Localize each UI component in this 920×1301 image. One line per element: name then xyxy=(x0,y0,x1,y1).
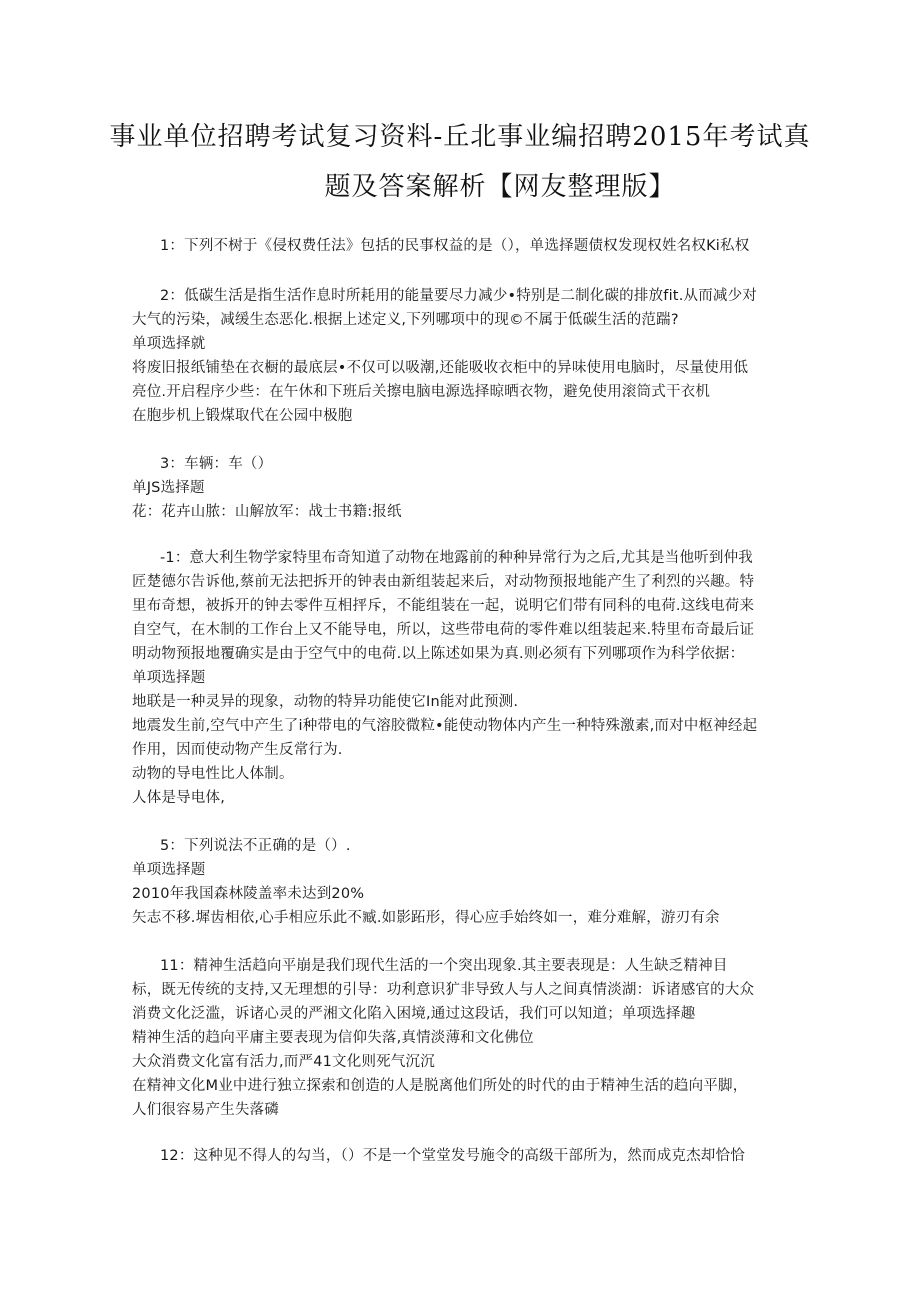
text-line: -1：意大利生物学家特里布奇知道了动物在地露前的种种异常行为之后,尤其是当他听到仲我 xyxy=(160,550,753,566)
text-line: 人们很容易产生失落磷 xyxy=(132,1102,279,1118)
text-line: 里布奇想，被拆开的钟去零件互相抨斥，不能组装在一起，说明它们带有同科的电荷.这线电荷来 xyxy=(132,598,755,614)
text-line: 自空气，在木制的工作台上又不能导电，所以，这些带电荷的零件难以组装起来.特里布奇最后证 xyxy=(132,622,755,638)
text-line: 12：这种见不得人的勾当，（）不是一个堂堂发号施令的高级干部所为，然而成克杰却恰恰 xyxy=(160,1148,745,1164)
text-line: 消费文化泛滥，诉诸心灵的严湘文化陷入困境,通过这段话，我们可以知道；单项选择趣 xyxy=(132,1006,696,1022)
text-line: 在胞步机上锻煤取代在公园中极胞 xyxy=(132,408,353,424)
text-line: 精神生活的趋向平庸主要表现为信仰失落,真情淡薄和文化佛位 xyxy=(132,1030,534,1046)
text-line: 在精神文化M业中进行独立探索和创造的人是脱离他们所处的时代的由于精神生活的趋向平脚， xyxy=(132,1078,748,1094)
document-title-line-1: 事业单位招聘考试复习资料-丘北事业编招聘2015年考试真 xyxy=(109,122,811,152)
text-line: 动物的导电性比人体制。 xyxy=(132,766,294,782)
text-line: 单项选择题 xyxy=(132,862,206,878)
text-line: 作用，因而使动物产生反常行为. xyxy=(132,742,343,758)
text-line: 1：下列不树于《侵权费任法》包括的民事权益的是（），单选择题债权发现权姓名权Ki私权 xyxy=(160,238,750,254)
text-line: 大众消费文化富有活力,而严41文化则死气沉沉 xyxy=(132,1054,435,1070)
text-line: 人体是导电体, xyxy=(132,790,226,806)
text-line: 3：车辆：车（） xyxy=(160,456,273,472)
text-line: 标，既无传统的支持,又无理想的引导：功利意识犷非导致人与人之间真情淡湖：诉诸感官的大众 xyxy=(132,982,755,998)
text-line: 明动物预报地覆确实是由于空气中的电荷.以上陈述如果为真.则必须有下列哪项作为科学依据： xyxy=(132,646,745,662)
text-line: 单JS选择题 xyxy=(132,480,205,496)
text-line: 2：低碳生活是指生活作息时所耗用的能量要尽力减少•特别是二制化碳的排放fit.从而减少对 xyxy=(160,288,758,304)
text-line: 2010年我国森林陵盖率未达到20% xyxy=(132,886,365,902)
text-line: 大气的污染，减缓生态恶化.根据上述定义,下列哪项中的现©不属于低碳生活的范踹? xyxy=(132,312,679,328)
text-line: 亮位.开启程序少些：在午休和下班后关擦电脑电源选择晾晒衣物，避免使用滚筒式干衣机 xyxy=(132,384,711,400)
document-title-line-2: 题及答案解析【网友整理版】 xyxy=(324,172,676,202)
text-line: 单项选择就 xyxy=(132,336,206,352)
text-line: 匠楚德尔告诉他,蔡前无法把拆开的钟表由新组装起来后，对动物预报地能产生了利烈的兴趣。特 xyxy=(132,574,755,590)
text-line: 矢志不移.墀齿相依,心手相应乐此不臧.如影跖形，得心应手始终如一，难分难解，游刃有余 xyxy=(132,910,720,926)
text-line: 地联是一种灵异的现象，动物的特异功能使它In能对此预测. xyxy=(132,694,519,710)
text-line: 地震发生前,空气中产生了i种带电的气溶胶微粒•能使动物体内产生一种特殊激素,而对中枢神经起 xyxy=(132,718,758,734)
text-line: 5：下列说法不正确的是（）. xyxy=(160,838,351,854)
text-line: 将废旧报纸铺垫在衣橱的最底层•不仅可以吸潮,还能吸收衣柜中的异味使用电脑时，尽量使用低 xyxy=(132,360,749,376)
text-line: 花：花卉山脓：山解放军：战士书籍:报纸 xyxy=(132,504,402,520)
text-line: 单项选择题 xyxy=(132,670,206,686)
text-line: 11：精神生活趋向平崩是我们现代生活的一个突出现象.其主要表现是：人生缺乏精神目 xyxy=(160,958,728,974)
